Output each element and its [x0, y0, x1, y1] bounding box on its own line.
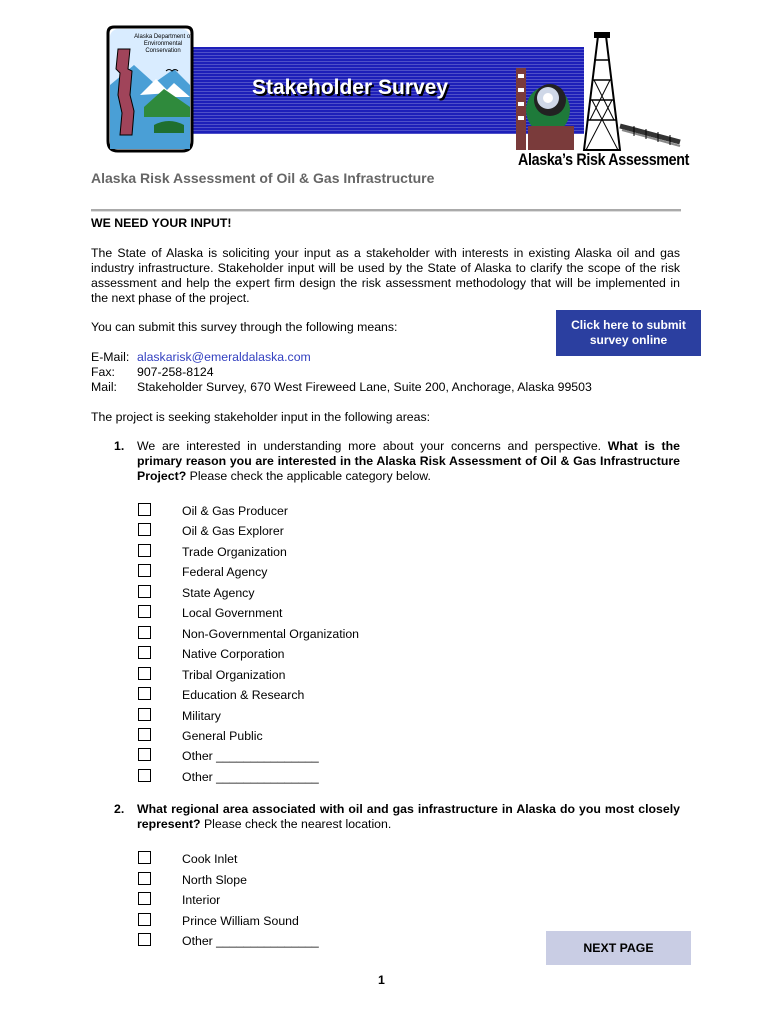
submit-online-button[interactable] [556, 310, 701, 356]
option-label: Trade Organization [182, 545, 287, 559]
option-label: Native Corporation [182, 647, 285, 661]
option-label: Tribal Organization [182, 668, 286, 682]
checkbox[interactable] [138, 769, 151, 782]
checkbox[interactable] [138, 585, 151, 598]
checkbox[interactable] [138, 544, 151, 557]
option-label: Other _______________ [182, 934, 319, 948]
checkbox[interactable] [138, 503, 151, 516]
checkbox[interactable] [138, 667, 151, 680]
option-label: Oil & Gas Producer [182, 504, 288, 518]
divider [91, 209, 681, 212]
checkbox[interactable] [138, 851, 151, 864]
logo-text: Alaska Department of Environmental Conservation [134, 34, 192, 54]
option-label: State Agency [182, 586, 255, 600]
checkbox[interactable] [138, 872, 151, 885]
checkbox[interactable] [138, 708, 151, 721]
submit-means-text: You can submit this survey through the following means: [91, 320, 398, 334]
checkbox[interactable] [138, 646, 151, 659]
checkbox[interactable] [138, 748, 151, 761]
question-2-text [137, 802, 680, 832]
option-label: Non-Governmental Organization [182, 627, 360, 641]
question-1-text [137, 439, 680, 484]
banner-title: Stakeholder Survey [251, 76, 449, 99]
option-label: Education & Research [182, 688, 305, 702]
option-label: Other _______________ [182, 770, 319, 784]
question-1-intro: We are interested in understanding more about your concerns and perspective. [137, 439, 608, 453]
areas-intro: The project is seeking stakeholder input in the following areas: [91, 410, 431, 424]
question-1-prompt: What is the primary reason you are interested in the Alaska Risk Assessment of Oil & Gas Infrastructure Project? [137, 439, 680, 483]
intro-paragraph: The State of Alaska is soliciting your input as a stakeholder with interests in existing Alaska oil and gas industry infrastructure. Stakeholder input will be used by the State of Alaska to clarify the scope of the risk assessment and help the expert firm design the risk assessment methodology that will be implemented in the next phase of the project. [91, 246, 680, 305]
checkbox[interactable] [138, 687, 151, 700]
option-label: Local Government [182, 606, 283, 620]
checkbox[interactable] [138, 913, 151, 926]
option-label: Prince William Sound [182, 914, 299, 928]
option-label: North Slope [182, 873, 247, 887]
mail-label: Mail: [91, 380, 117, 394]
question-2-prompt: What regional area associated with oil and gas infrastructure in Alaska do you most closely represent? [137, 802, 680, 831]
risk-assessment-caption: Alaska’s Risk Assessment [518, 150, 690, 169]
fax-label: Fax: [91, 365, 115, 379]
section-heading: WE NEED YOUR INPUT! [91, 216, 232, 230]
checkbox[interactable] [138, 564, 151, 577]
document-subtitle: Alaska Risk Assessment of Oil & Gas Infrastructure [91, 170, 435, 186]
checkbox[interactable] [138, 933, 151, 946]
fax-number: 907-258-8124 [137, 365, 214, 379]
email-label: E-Mail: [91, 350, 130, 364]
page-number: 1 [378, 973, 385, 987]
option-label: Cook Inlet [182, 852, 238, 866]
question-2-number: 2. [114, 802, 125, 816]
checkbox[interactable] [138, 605, 151, 618]
checkbox[interactable] [138, 892, 151, 905]
next-page-button[interactable] [546, 931, 691, 965]
checkbox[interactable] [138, 728, 151, 741]
mail-address: Stakeholder Survey, 670 West Fireweed Lane, Suite 200, Anchorage, Alaska 99503 [137, 380, 592, 394]
option-label: Military [182, 709, 221, 723]
email-link[interactable]: alaskarisk@emeraldalaska.com [137, 350, 311, 364]
option-label: Federal Agency [182, 565, 268, 579]
option-label: General Public [182, 729, 263, 743]
submit-online-label: Click here to submit survey online [571, 318, 686, 347]
question-1-instruction: Please check the applicable category below. [186, 469, 431, 483]
next-page-label: NEXT PAGE [583, 941, 654, 955]
question-1-number: 1. [114, 439, 125, 453]
oil-rig-icon [514, 30, 684, 155]
option-label: Other _______________ [182, 749, 319, 763]
option-label: Interior [182, 893, 221, 907]
checkbox[interactable] [138, 523, 151, 536]
checkbox[interactable] [138, 626, 151, 639]
option-label: Oil & Gas Explorer [182, 524, 284, 538]
question-2-instruction: Please check the nearest location. [200, 817, 392, 831]
